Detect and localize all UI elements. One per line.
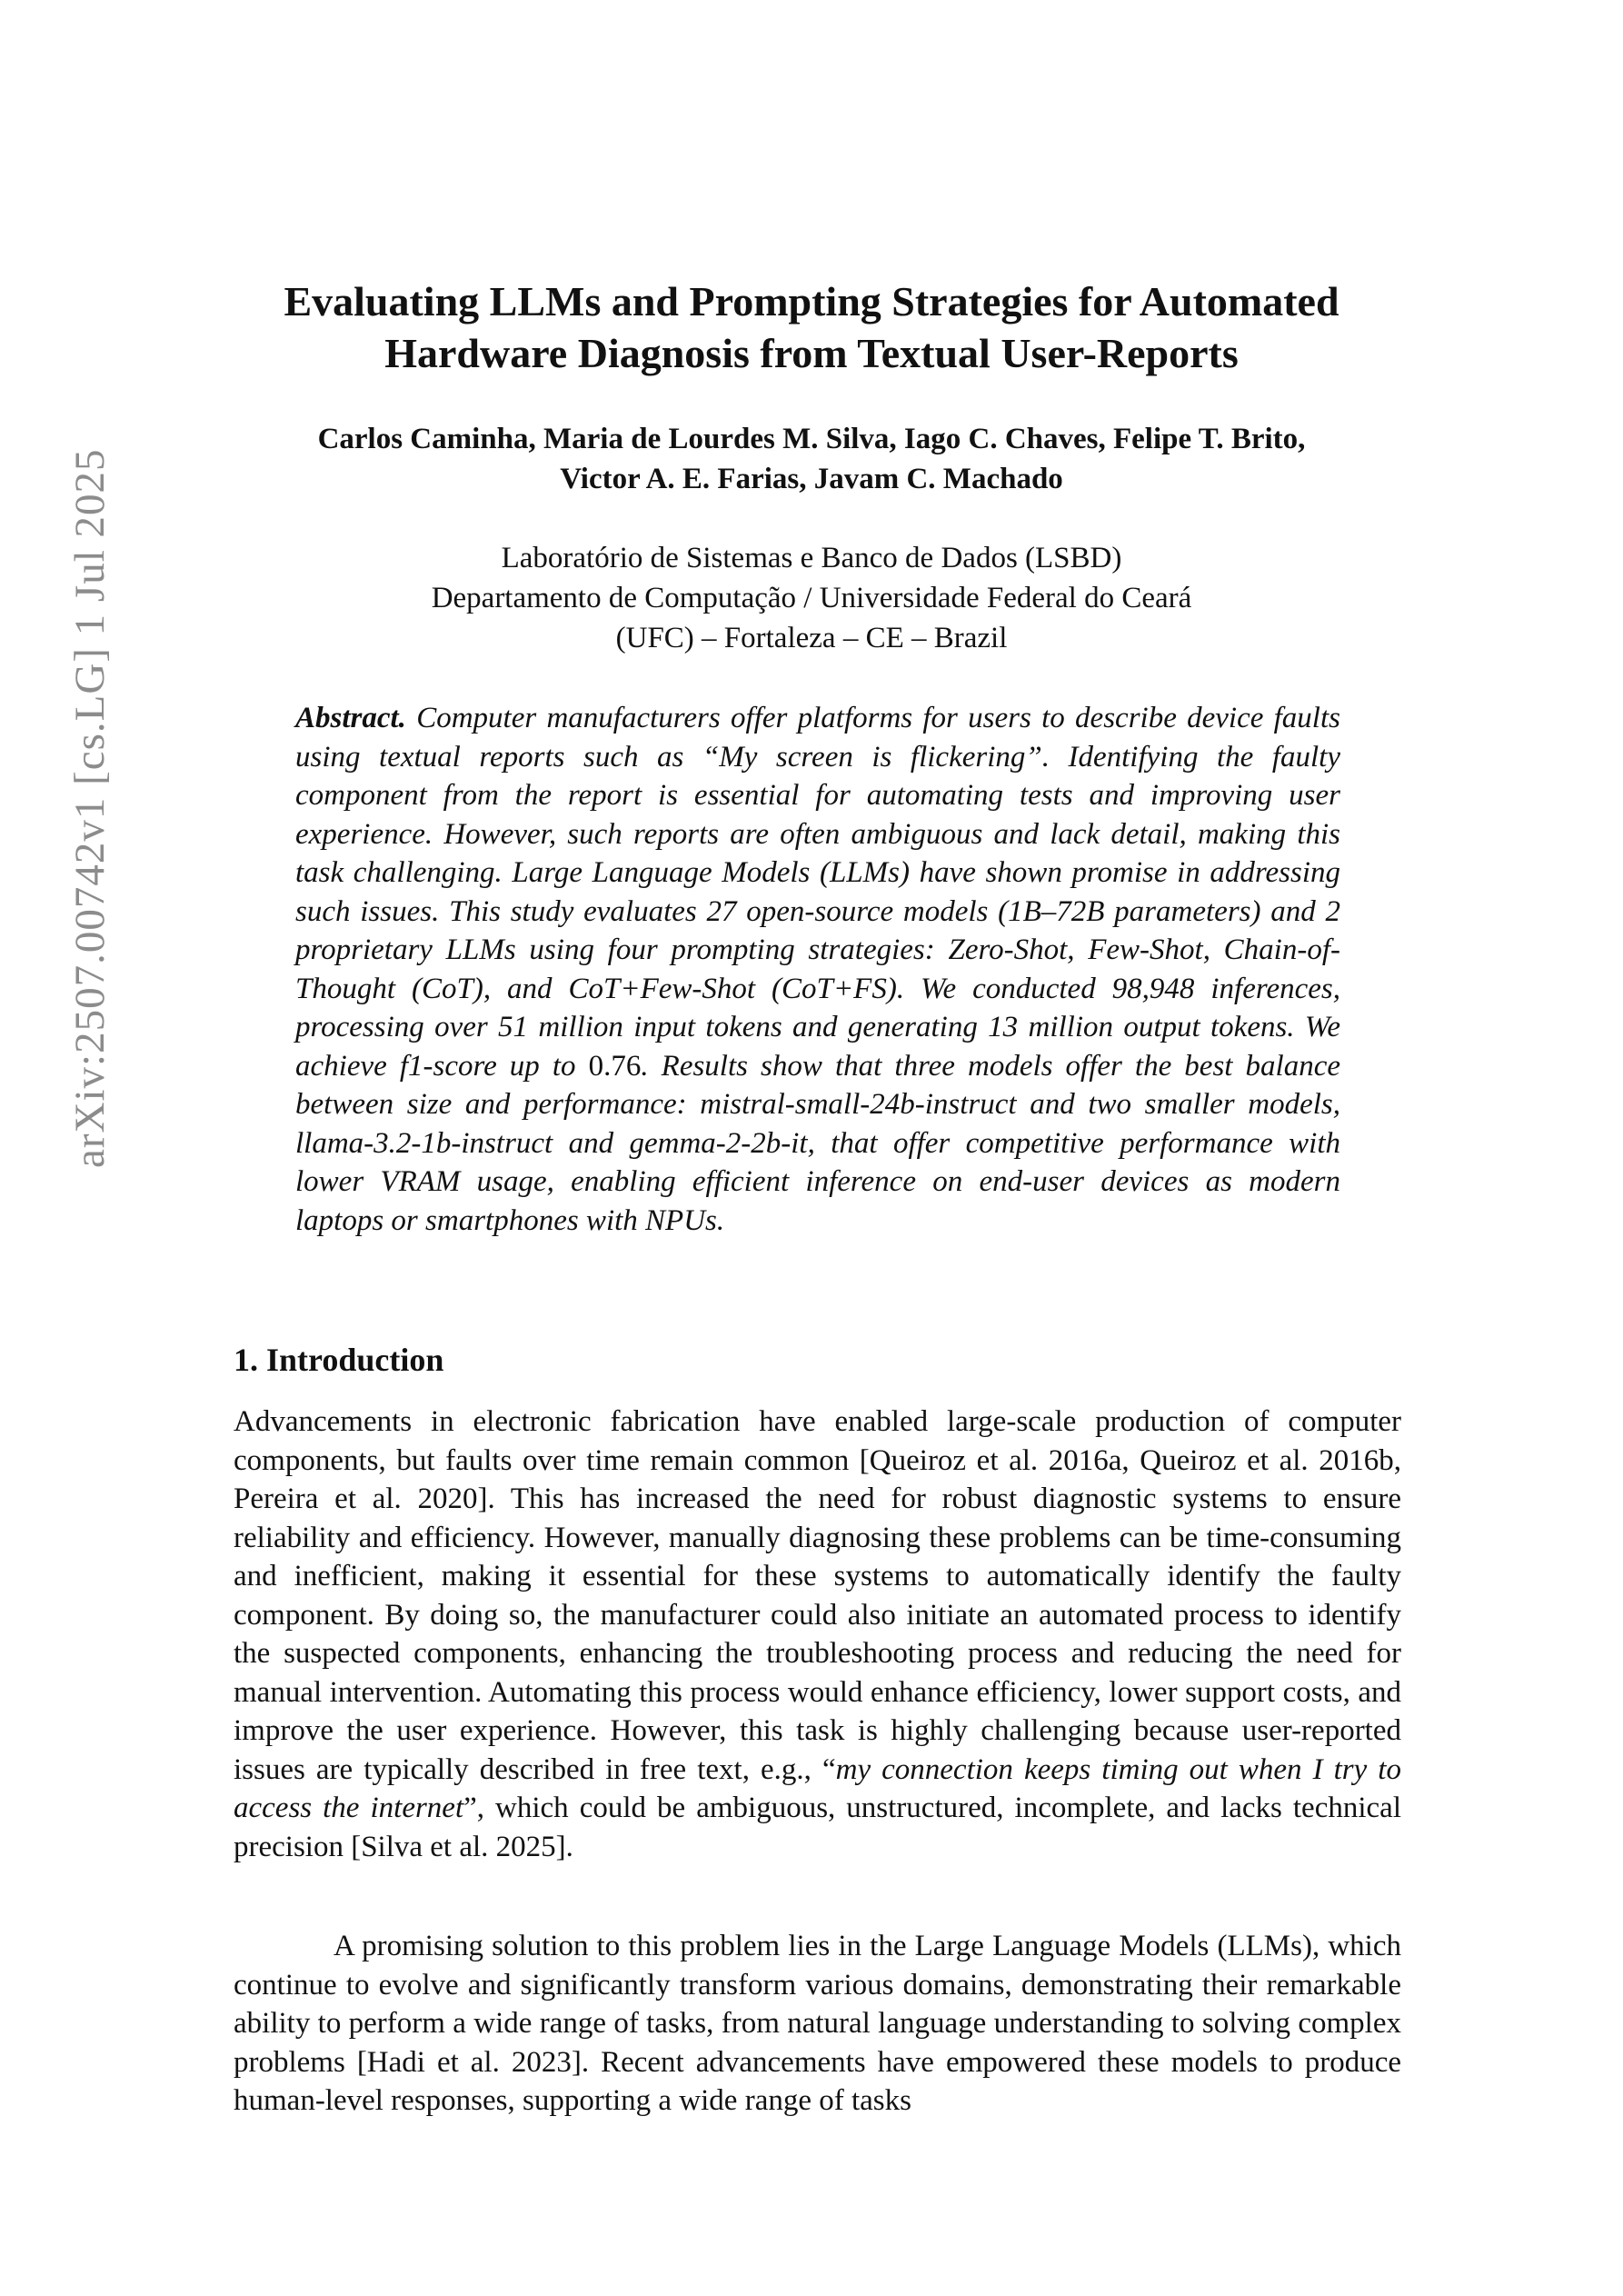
intro-p1-text-a: Advancements in electronic fabrication have enabled large-scale production of computer components, but faults over time remain common [Queiroz et al. 2016a, Queiroz et al. 2016b, Pereira et al. 2020]. This has increased the need for robust diagnostic systems to ensure reliability and efficiency. However, manually diagnosing these problems can be time-consuming and inefficient, making it essential for these systems to automatically identify the faulty component. By doing so, the manufacturer could also initiate an automated process to identify the suspected components, enhancing the troubleshooting process and reducing the need for manual intervention. Automating this process would enhance efficiency, lower support costs, and improve the user experience. However, this task is highly challenging because user-reported issues are typically described in free text, e.g., “: [234, 1405, 1401, 1786]
authors-line-2: Victor A. E. Farias, Javam C. Machado: [560, 463, 1063, 495]
title-line-2: Hardware Diagnosis from Textual User-Reports: [384, 330, 1239, 376]
intro-paragraph-1: [234, 1403, 1401, 1866]
abstract-f1-score: 0.76: [588, 1049, 642, 1083]
abstract: [295, 699, 1340, 1240]
paper-title: [164, 275, 1459, 379]
title-line-1: Evaluating LLMs and Prompting Strategies for Automated: [284, 278, 1339, 324]
intro-paragraph-2: A promising solution to this problem lies in the Large Language Models (LLMs), which continue to evolve and significantly transform various domains, demonstrating their remarkable ability to perform a wide range of tasks, from natural language understanding to solving complex problems [Hadi et al. 2023]. Recent advancements have empowered these models to produce human-level responses, supporting a wide range of tasks: [234, 1930, 1401, 2117]
affiliation: [164, 538, 1459, 658]
affiliation-line-2: Departamento de Computação / Universidade Federal do Ceará: [431, 582, 1192, 614]
section-heading-introduction: 1. Introduction: [234, 1342, 444, 1378]
arxiv-identifier: arXiv:2507.00742v1 [cs.LG] 1 Jul 2025: [66, 448, 114, 1168]
authors-line-1: Carlos Caminha, Maria de Lourdes M. Silva, Iago C. Chaves, Felipe T. Brito,: [317, 423, 1306, 455]
abstract-label: Abstract.: [295, 702, 406, 734]
abstract-text-2: . Results show that three models offer the best balance between size and performance: mistral-small-24b-instruct and two smaller models, llama-3.2-1b-instruct and gemma-2-2b-it, that offer competitive performance with lower VRAM usage, enabling efficient inference on end-user devices as modern laptops or smartphones with NPUs.: [295, 1049, 1340, 1237]
intro-p1-quote: my connection keeps timing out when I try to access the internet: [234, 1752, 1401, 1824]
author-list: [164, 419, 1459, 499]
affiliation-line-1: Laboratório de Sistemas e Banco de Dados (LSBD): [501, 542, 1122, 574]
intro-p1-text-b: ”, which could be ambiguous, unstructured, incomplete, and lacks technical precision [Silva et al. 2025].: [234, 1792, 1401, 1863]
affiliation-line-3: (UFC) – Fortaleza – CE – Brazil: [615, 622, 1008, 654]
abstract-text-1: Computer manufacturers offer platforms for users to describe device faults using textual reports such as “My screen is flickering”. Identifying the faulty component from the report is essential for automating tests and improving user experience. However, such reports are often ambiguous and lack detail, making this task challenging. Large Language Models (LLMs) have shown promise in addressing such issues. This study evaluates 27 open-source models (1B–72B parameters) and 2 proprietary LLMs using four prompting strategies: Zero-Shot, Few-Shot, Chain-of-Thought (CoT), and CoT+Few-Shot (CoT+FS). We conducted 98,948 inferences, processing over 51 million input tokens and generating 13 million output tokens. We achieve f1-score up to: [295, 702, 1340, 1083]
